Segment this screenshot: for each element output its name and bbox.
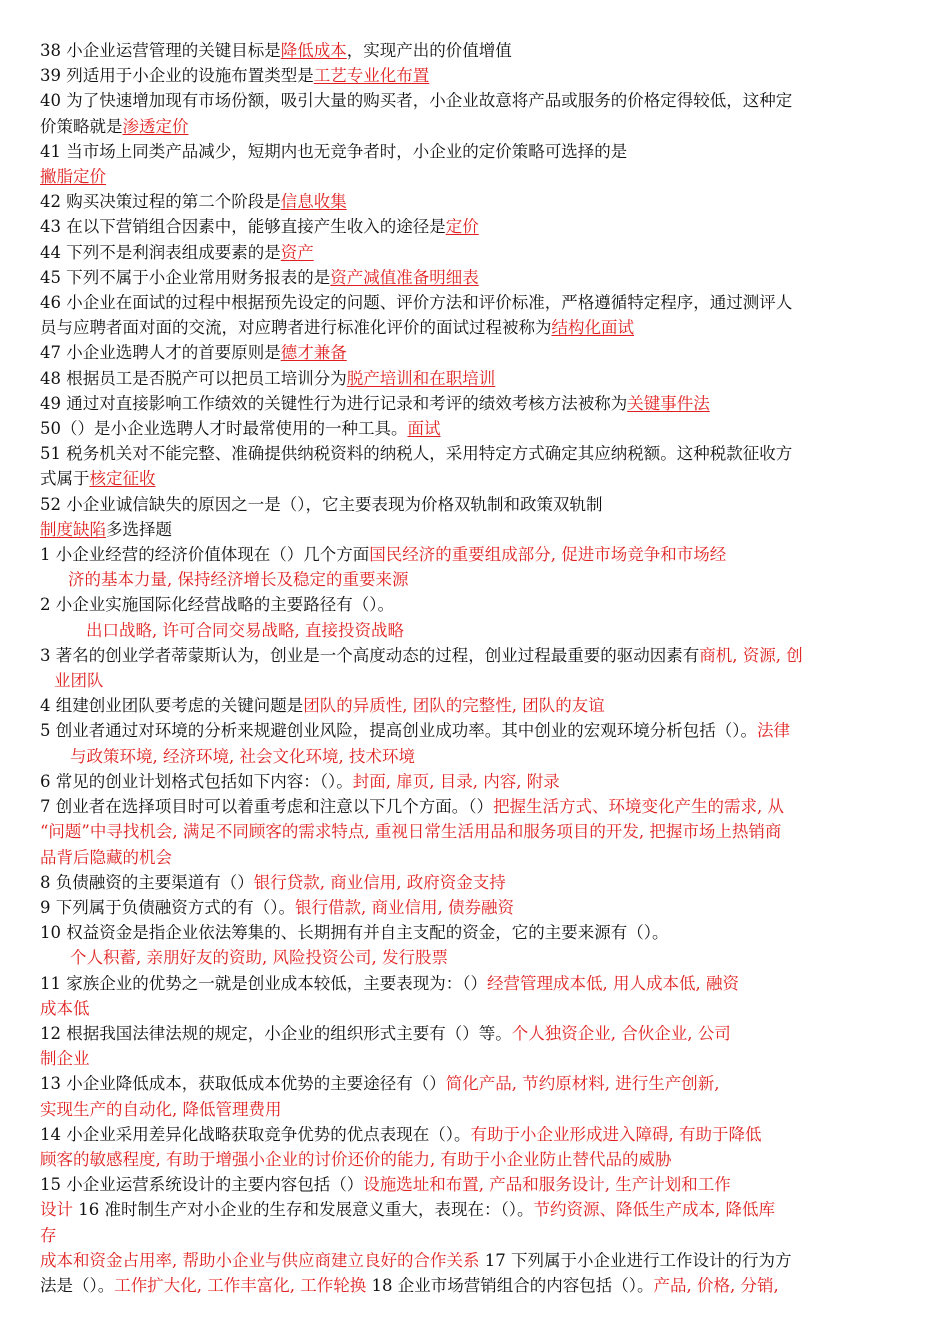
text-line bbox=[40, 315, 910, 340]
trailing-text: 17 下列属于小企业进行工作设计的行为方 bbox=[479, 1250, 792, 1270]
text-line bbox=[40, 845, 910, 870]
answer-text: 资产减值准备明细表 bbox=[330, 267, 479, 287]
answer-text: 脱产培训和在职培训 bbox=[346, 368, 496, 388]
text-line bbox=[40, 38, 910, 63]
text-line bbox=[40, 1097, 910, 1122]
answer-text: 面试 bbox=[407, 419, 441, 439]
question-text: 51 税务机关对不能完整、准确提供纳税资料的纳税人，采用特定方式确定其应纳税额。这种税款征收方 bbox=[40, 444, 793, 464]
answer-text: 制企业 bbox=[40, 1049, 90, 1069]
answer-text: 品背后隐藏的机会 bbox=[40, 847, 172, 867]
question-text: 52 小企业诚信缺失的原因之一是（），它主要表现为价格双轨制和政策双轨制 bbox=[40, 494, 603, 514]
answer-text: 个人独资企业, 合伙企业, 公司 bbox=[511, 1023, 731, 1043]
text-line bbox=[40, 769, 910, 794]
answer-text: 工作扩大化, 工作丰富化, 工作轮换 bbox=[114, 1275, 367, 1295]
question-text: 48 根据员工是否脱产可以把员工培训分为 bbox=[40, 368, 347, 388]
text-line bbox=[40, 1273, 910, 1298]
text-line bbox=[40, 164, 910, 189]
answer-text: 渗透定价 bbox=[122, 116, 189, 136]
text-line bbox=[40, 441, 910, 466]
question-text: 50（）是小企业选聘人才时最常使用的一种工具。 bbox=[40, 419, 408, 439]
answer-text: 有助于小企业形成进入障碍, 有助于降低 bbox=[470, 1124, 762, 1144]
question-text: 员与应聘者面对面的交流，对应聘者进行标准化评价的面试过程被称为 bbox=[40, 318, 552, 338]
answer-text: 信息收集 bbox=[280, 192, 347, 212]
question-text: 38 小企业运营管理的关键目标是 bbox=[40, 41, 281, 60]
text-line bbox=[40, 718, 910, 743]
answer-text: 出口战略, 许可合同交易战略, 直接投资战略 bbox=[86, 620, 404, 640]
question-text: 价策略就是 bbox=[40, 116, 123, 136]
text-line bbox=[40, 819, 910, 844]
question-text: 42 购买决策过程的第二个阶段是 bbox=[40, 192, 281, 212]
text-line bbox=[40, 340, 910, 365]
answer-text: 把握生活方式、环境变化产生的需求, 从 bbox=[493, 797, 784, 817]
question-text: 6 常见的创业计划格式包括如下内容：（）。 bbox=[40, 771, 353, 791]
text-line bbox=[40, 592, 910, 617]
question-text: 法是（）。 bbox=[40, 1275, 115, 1295]
text-line bbox=[40, 240, 910, 265]
answer-text: 降低成本 bbox=[280, 41, 347, 60]
text-line bbox=[40, 1147, 910, 1172]
question-text: 40 为了快速增加现有市场份额，吸引大量的购买者，小企业故意将产品或服务的价格定得较低，这种定 bbox=[40, 91, 793, 111]
text-line bbox=[40, 1197, 910, 1222]
answer-text: 制度缺陷 bbox=[40, 519, 106, 539]
answer-text: 银行贷款, 商业信用, 政府资金支持 bbox=[253, 872, 506, 892]
question-text: 41 当市场上同类产品减少，短期内也无竞争者时，小企业的定价策略可选择的是 bbox=[40, 141, 628, 161]
text-line bbox=[40, 492, 910, 517]
question-text: 39 列适用于小企业的设施布置类型是 bbox=[40, 66, 314, 86]
text-line bbox=[40, 214, 910, 239]
answer-text: 设计 bbox=[40, 1200, 73, 1220]
question-text: 15 小企业运营系统设计的主要内容包括（） bbox=[40, 1175, 364, 1195]
question-text: 10 权益资金是指企业依法筹集的、长期拥有并自主支配的资金，它的主要来源有（）。 bbox=[40, 923, 669, 943]
answer-text: 银行借款, 商业信用, 债券融资 bbox=[295, 897, 514, 917]
question-text: 47 小企业选聘人才的首要原则是 bbox=[40, 343, 281, 363]
trailing-text: 16 准时制生产对小企业的生存和发展意义重大，表现在：（）。 bbox=[73, 1200, 534, 1220]
text-line bbox=[40, 290, 910, 315]
text-line bbox=[40, 139, 910, 164]
text-line bbox=[40, 542, 910, 567]
question-text: 5 创业者通过对环境的分析来规避创业风险，提高创业成功率。其中创业的宏观环境分析包括（）。 bbox=[40, 721, 757, 741]
answer-text: 法律 bbox=[757, 721, 790, 741]
text-line bbox=[40, 1122, 910, 1147]
text-line bbox=[40, 63, 910, 88]
question-text: 14 小企业采用差异化战略获取竞争优势的优点表现在（）。 bbox=[40, 1124, 471, 1144]
text-line bbox=[40, 265, 910, 290]
text-line bbox=[40, 618, 910, 643]
text-line bbox=[40, 895, 910, 920]
text-line bbox=[40, 517, 910, 542]
answer-text: 核定征收 bbox=[89, 469, 156, 489]
question-text: 7 创业者在选择项目时可以着重考虑和注意以下几个方面。（） bbox=[40, 797, 493, 817]
question-text: 1 小企业经营的经济价值体现在（）几个方面 bbox=[40, 545, 370, 565]
answer-text: 顾客的敏感程度, 有助于增强小企业的讨价还价的能力, 有助于小企业防止替代品的威胁 bbox=[40, 1149, 672, 1169]
question-text: 43 在以下营销组合因素中，能够直接产生收入的途径是 bbox=[40, 217, 446, 237]
answer-text: 简化产品, 节约原材料, 进行生产创新, bbox=[445, 1074, 720, 1094]
question-text: 2 小企业实施国际化经营战略的主要路径有（）。 bbox=[40, 595, 394, 615]
answer-text: 国民经济的重要组成部分, 促进市场竞争和市场经 bbox=[369, 545, 727, 565]
question-text: 46 小企业在面试的过程中根据预先设定的问题、评价方法和评价标准，严格遵循特定程序，通过测评人 bbox=[40, 293, 793, 313]
question-text: 12 根据我国法律法规的规定，小企业的组织形式主要有（）等。 bbox=[40, 1023, 512, 1043]
answer-text: 结构化面试 bbox=[551, 318, 634, 338]
text-line bbox=[40, 189, 910, 214]
answer-text: 经营管理成本低, 用人成本低, 融资 bbox=[487, 973, 739, 993]
answer-text: 资产 bbox=[280, 242, 314, 262]
answer-text: 个人积蓄, 亲朋好友的资助, 风险投资公司, 发行股票 bbox=[70, 948, 448, 968]
question-text: 4 组建创业团队要考虑的关键问题是 bbox=[40, 696, 304, 716]
question-text: 3 著名的创业学者蒂蒙斯认为，创业是一个高度动态的过程，创业过程最重要的驱动因素有 bbox=[40, 645, 700, 665]
text-line bbox=[40, 920, 910, 945]
text-line bbox=[40, 391, 910, 416]
text-line bbox=[40, 466, 910, 491]
answer-text: 德才兼备 bbox=[280, 343, 347, 363]
answer-text: 封面, 扉页, 目录, 内容, 附录 bbox=[352, 771, 560, 791]
question-text: 式属于 bbox=[40, 469, 90, 489]
answer-text: 团队的异质性, 团队的完整性, 团队的友谊 bbox=[303, 696, 605, 716]
text-line bbox=[40, 996, 910, 1021]
text-line bbox=[40, 1046, 910, 1071]
answer-text: 商机, 资源, 创 bbox=[699, 645, 803, 665]
answer-text: 业团队 bbox=[54, 671, 104, 691]
text-line bbox=[40, 1021, 910, 1046]
question-text: 49 通过对直接影响工作绩效的关键性行为进行记录和考评的绩效考核方法被称为 bbox=[40, 393, 628, 413]
text-line bbox=[40, 88, 910, 113]
text-line bbox=[40, 693, 910, 718]
text-line bbox=[40, 971, 910, 996]
text-line bbox=[40, 945, 910, 970]
answer-text: “问题”中寻找机会, 满足不同顾客的需求特点, 重视日常生活用品和服务项目的开发, 把握市场上热销商 bbox=[40, 822, 782, 842]
answer-text: 与政策环境, 经济环境, 社会文化环境, 技术环境 bbox=[70, 746, 415, 766]
question-text: 9 下列属于负债融资方式的有（）。 bbox=[40, 897, 295, 917]
text-line bbox=[40, 744, 910, 769]
question-text: 11 家族企业的优势之一就是创业成本较低，主要表现为：（） bbox=[40, 973, 487, 993]
answer-text: 成本和资金占用率, 帮助小企业与供应商建立良好的合作关系 bbox=[40, 1250, 480, 1270]
text-line bbox=[40, 567, 910, 592]
text-line bbox=[40, 870, 910, 895]
text-line bbox=[40, 114, 910, 139]
text-line bbox=[40, 1223, 910, 1248]
question-text: 13 小企业降低成本，获取低成本优势的主要途径有（） bbox=[40, 1074, 446, 1094]
answer-text: 济的基本力量, 保持经济增长及稳定的重要来源 bbox=[68, 570, 409, 590]
answer-text: 实现生产的自动化, 降低管理费用 bbox=[40, 1099, 282, 1119]
text-line bbox=[40, 366, 910, 391]
trailing-text: 18 企业市场营销组合的内容包括（）。 bbox=[366, 1275, 654, 1295]
answer-text: 产品, 价格, 分销, bbox=[653, 1275, 779, 1295]
answer-text: 节约资源、降低生产成本, 降低库 bbox=[533, 1200, 775, 1220]
question-text: 8 负债融资的主要渠道有（） bbox=[40, 872, 254, 892]
answer-text: 工艺专业化布置 bbox=[313, 66, 430, 86]
answer-text: 成本低 bbox=[40, 998, 90, 1018]
text-line bbox=[40, 1071, 910, 1096]
question-text: 44 下列不是利润表组成要素的是 bbox=[40, 242, 281, 262]
trailing-text: 多选择题 bbox=[106, 519, 172, 539]
question-text: 45 下列不属于小企业常用财务报表的是 bbox=[40, 267, 331, 287]
text-line bbox=[40, 643, 910, 668]
answer-text: 关键事件法 bbox=[627, 393, 710, 413]
text-line bbox=[40, 794, 910, 819]
answer-text: 存 bbox=[40, 1225, 57, 1245]
text-line bbox=[40, 1248, 910, 1273]
answer-text: 定价 bbox=[445, 217, 479, 237]
text-line bbox=[40, 668, 910, 693]
answer-text: 设施选址和布置, 产品和服务设计, 生产计划和工作 bbox=[363, 1175, 731, 1195]
trailing-text: ，实现产出的价值增值 bbox=[346, 41, 512, 60]
answer-text: 撇脂定价 bbox=[40, 167, 106, 187]
text-line bbox=[40, 416, 910, 441]
text-line bbox=[40, 1172, 910, 1197]
